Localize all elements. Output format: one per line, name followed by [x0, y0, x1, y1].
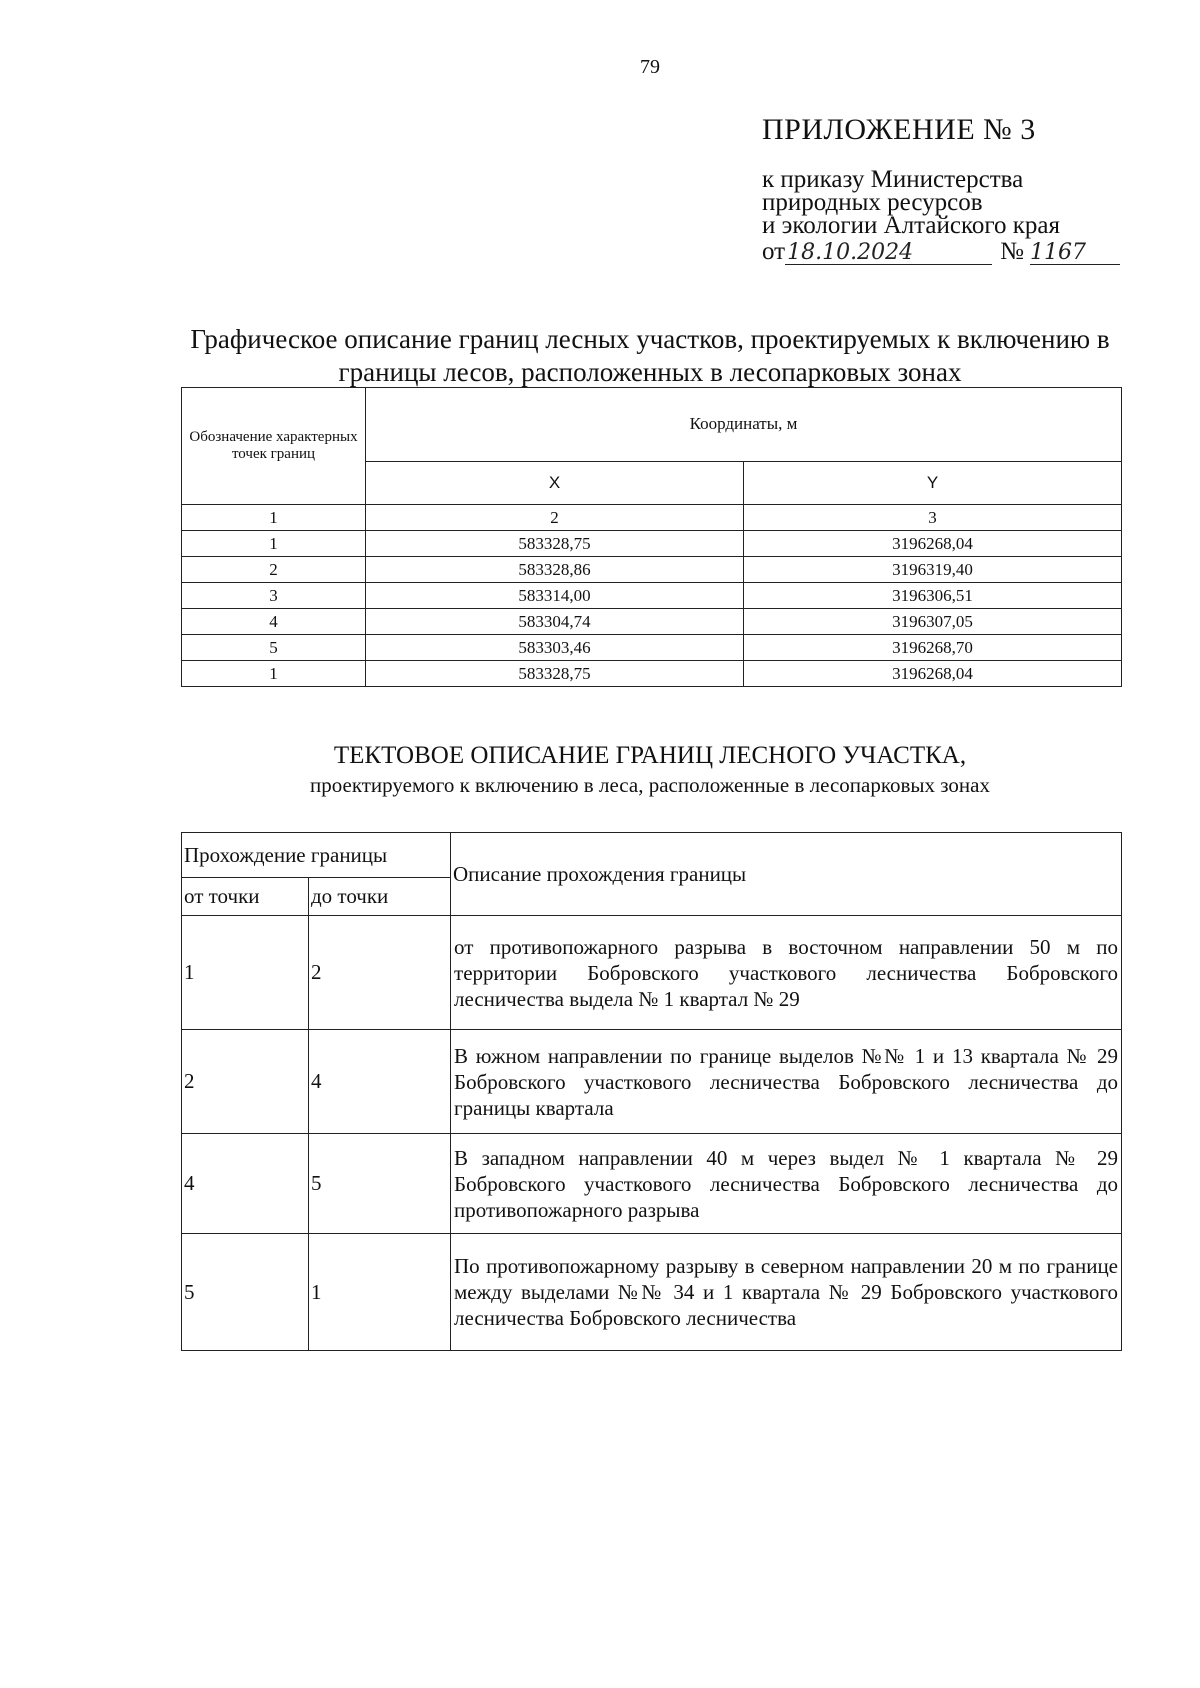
header-description: Описание прохождения границы [451, 833, 1122, 916]
from-point-cell: 1 [182, 916, 309, 1030]
boundary-description-table [181, 832, 1122, 1351]
graphic-description-title: Графическое описание границ лесных участков, проектируемых к включению в границы лесов, расположенных в лесопарковых зонах [190, 324, 1110, 387]
x-cell: 583304,74 [366, 609, 744, 635]
from-point-cell: 4 [182, 1134, 309, 1234]
y-cell: 3196268,70 [744, 635, 1122, 661]
coordinates-table [181, 387, 1122, 687]
order-date: 18.10.2024 [785, 242, 992, 265]
to-point-cell: 4 [309, 1030, 451, 1134]
table-row [182, 1030, 1122, 1134]
x-cell: 583328,75 [366, 531, 744, 557]
header-passage: Прохождение границы [182, 833, 451, 878]
from-point-cell: 2 [182, 1030, 309, 1134]
column-number: 3 [744, 505, 1122, 531]
header-to-point: до точки [309, 878, 451, 916]
column-number: 2 [366, 505, 744, 531]
y-cell: 3196268,04 [744, 661, 1122, 687]
table-row [182, 583, 1122, 609]
point-cell: 1 [182, 661, 366, 687]
table-row [182, 1234, 1122, 1351]
table-row [182, 635, 1122, 661]
point-cell: 2 [182, 557, 366, 583]
text-description-subtitle: проектируемого к включению в леса, расположенные в лесопарковых зонах [310, 773, 990, 797]
y-cell: 3196307,05 [744, 609, 1122, 635]
column-number: 1 [182, 505, 366, 531]
y-cell: 3196268,04 [744, 531, 1122, 557]
y-cell: 3196306,51 [744, 583, 1122, 609]
description-cell: от противопожарного разрыва в восточном направлении 50 м по территории Бобровского участкового лесничества Бобровского лесничества выдела № 1 квартал № 29 [451, 916, 1122, 1030]
header-y: Y [744, 461, 1122, 504]
table-row [182, 609, 1122, 635]
point-cell: 1 [182, 531, 366, 557]
text-description-title: ТЕКТОВОЕ ОПИСАНИЕ ГРАНИЦ ЛЕСНОГО УЧАСТКА, [333, 742, 967, 769]
appendix-title: ПРИЛОЖЕНИЕ № 3 [762, 113, 1036, 146]
to-point-cell: 5 [309, 1134, 451, 1234]
table-row [182, 557, 1122, 583]
x-cell: 583328,75 [366, 661, 744, 687]
y-cell: 3196319,40 [744, 557, 1122, 583]
order-date-number-line [762, 240, 1120, 265]
header-points: Обозначение характерных точек границ [182, 388, 366, 505]
table-row [182, 1134, 1122, 1234]
header-x: X [366, 461, 744, 504]
table-row [182, 531, 1122, 557]
description-cell: В западном направлении 40 м через выдел № 1 квартала № 29 Бобровского участкового лесничества Бобровского лесничества до противопожарного разрыва [451, 1134, 1122, 1234]
order-reference-line: к приказу Министерства [762, 166, 1024, 193]
point-cell: 4 [182, 609, 366, 635]
point-cell: 5 [182, 635, 366, 661]
table-row [182, 661, 1122, 687]
table-row [182, 916, 1122, 1030]
description-cell: В южном направлении по границе выделов №№ 1 и 13 квартала № 29 Бобровского участкового лесничества Бобровского лесничества до границы квартала [451, 1030, 1122, 1134]
to-point-cell: 1 [309, 1234, 451, 1351]
order-number: 1167 [1030, 242, 1120, 265]
order-reference-line: природных ресурсов [762, 189, 983, 216]
point-cell: 3 [182, 583, 366, 609]
header-coordinates: Координаты, м [366, 388, 1122, 462]
column-number-row [182, 505, 1122, 531]
header-from-point: от точки [182, 878, 309, 916]
x-cell: 583328,86 [366, 557, 744, 583]
number-label: № [1000, 238, 1024, 265]
to-point-cell: 2 [309, 916, 451, 1030]
from-point-cell: 5 [182, 1234, 309, 1351]
date-label: от [762, 238, 786, 265]
x-cell: 583314,00 [366, 583, 744, 609]
x-cell: 583303,46 [366, 635, 744, 661]
order-reference-line: и экологии Алтайского края [762, 212, 1060, 239]
page-number: 79 [640, 56, 660, 78]
description-cell: По противопожарному разрыву в северном направлении 20 м по границе между выделами №№ 34 и 1 квартала № 29 Бобровского участкового лесничества Бобровского лесничества [451, 1234, 1122, 1351]
